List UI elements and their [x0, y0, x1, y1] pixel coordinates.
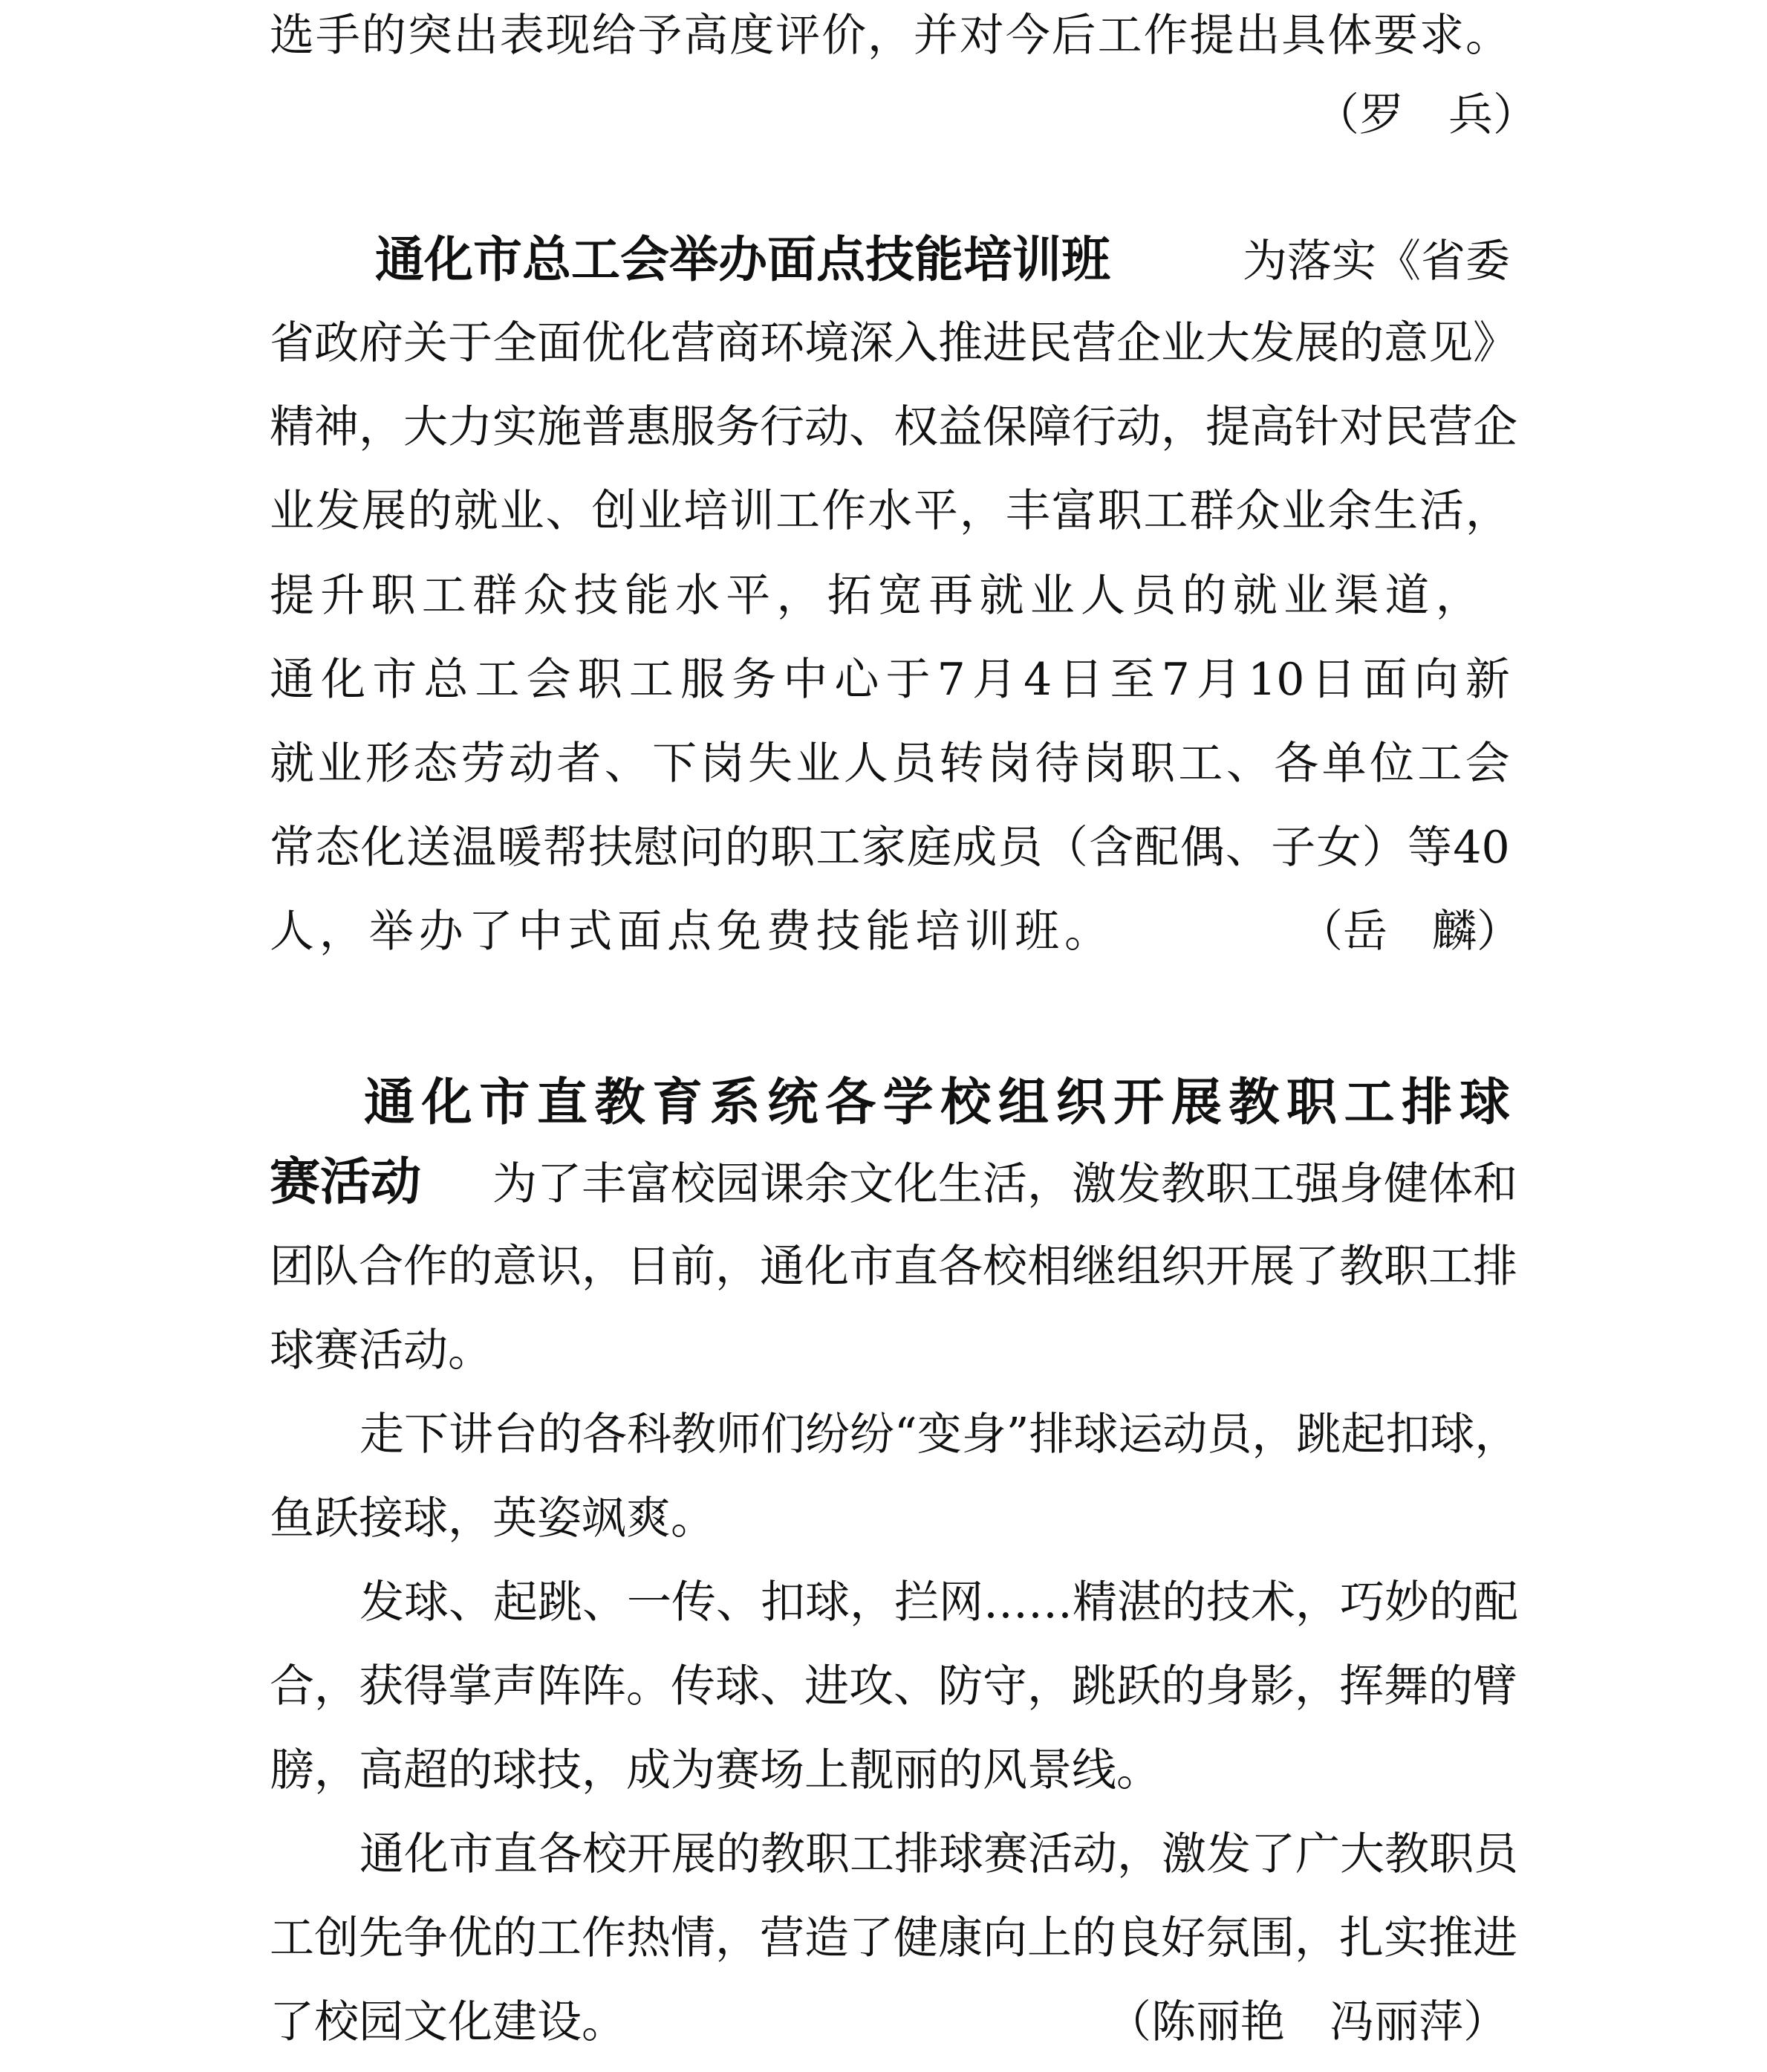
- article1-line: 常 态 化 送 温 暖 帮 扶 慰 问 的 职 工 家 庭 成 员 （ 含 配 偶 、 子 女 ） 等 40: [270, 822, 1510, 874]
- article1-lead: 为落实《省委: [1243, 236, 1510, 288]
- article1-title: 通化市总工会举办面点技能培训班: [375, 231, 1110, 288]
- article2-line: 走 下 讲 台 的 各 科 教 师 们 纷 纷 “ 变 身 ” 排 球 运 动 员 ， 跳 起 扣 球 ，: [359, 1409, 1520, 1461]
- article2-line: 合 ， 获 得 掌 声 阵 阵 。 传 球 、 进 攻 、 防 守 ， 跳 跃 的 身 影 ， 挥 舞 的 臂: [270, 1660, 1517, 1712]
- article1-author: （岳 麟）: [1298, 906, 1521, 958]
- article1-line: 就 业 形 态 劳 动 者 、 下 岗 失 业 人 员 转 岗 待 岗 职 工 、 各 单 位 工 会: [270, 738, 1510, 790]
- article2-line: 团 队 合 作 的 意 识 ， 日 前 ， 通 化 市 直 各 校 相 继 组 织 开 展 了 教 职 工 排: [270, 1241, 1517, 1293]
- article2-line: 鱼跃接球，英姿飒爽。: [270, 1493, 715, 1545]
- article1-line: 精 神 ， 大 力 实 施 普 惠 服 务 行 动 、 权 益 保 障 行 动 ， 提 高 针 对 民 营 企: [270, 401, 1517, 453]
- article2-title-line1: 通 化 市 直 教 育 系 统 各 学 校 组 织 开 展 教 职 工 排 球: [364, 1074, 1510, 1132]
- article1-line: 业 发 展 的 就 业 、 创 业 培 训 工 作 水 平 ， 丰 富 职 工 群 众 业 余 生 活 ，: [270, 485, 1510, 537]
- article1-line: 提 升 职 工 群 众 技 能 水 平 ， 拓 宽 再 就 业 人 员 的 就 业 渠 道 ，: [270, 570, 1480, 622]
- article2-line: 了校园文化建设。: [270, 1996, 626, 2048]
- prev-article-tail-line: 选 手 的 突 出 表 现 给 予 高 度 评 价 ， 并 对 今 后 工 作 提 出 具 体 要 求 。: [270, 10, 1510, 62]
- article1-line: 省 政 府 关 于 全 面 优 化 营 商 环 境 深 入 推 进 民 营 企 业 大 发 展 的 意 见 》: [270, 317, 1517, 369]
- article2-title-line2: 赛活动: [270, 1153, 422, 1212]
- article2-line: 膀，高超的球技，成为赛场上靓丽的风景线。: [270, 1744, 1161, 1796]
- article2-heading-line: [270, 1153, 1517, 1212]
- article2-author: （陈丽艳 冯丽萍）: [1107, 1996, 1508, 2048]
- article2-line: 工 创 先 争 优 的 工 作 热 情 ， 营 造 了 健 康 向 上 的 良 好 氛 围 ， 扎 实 推 进: [270, 1912, 1517, 1964]
- prev-article-author: （罗 兵）: [1315, 89, 1537, 141]
- article2-line: 球赛活动。: [270, 1325, 492, 1377]
- article2-lead: 为 了 丰 富 校 园 课 余 文 化 生 活 ， 激 发 教 职 工 强 身 健 体 和: [492, 1158, 1517, 1210]
- article1-line: 通 化 市 总 工 会 职 工 服 务 中 心 于 7 月 4 日 至 7 月 10 日 面 向 新: [270, 654, 1510, 706]
- article2-line: 通 化 市 直 各 校 开 展 的 教 职 工 排 球 赛 活 动 ， 激 发 了 广 大 教 职 员: [359, 1828, 1518, 1880]
- article2-line: 发 球 、 起 跳 、 一 传 、 扣 球 ， 拦 网 … … 精 湛 的 技 术 ， 巧 妙 的 配: [359, 1576, 1518, 1628]
- article1-line: 人 ， 举 办 了 中 式 面 点 免 费 技 能 培 训 班 。: [270, 906, 1109, 958]
- article1-heading-line: [375, 230, 1510, 290]
